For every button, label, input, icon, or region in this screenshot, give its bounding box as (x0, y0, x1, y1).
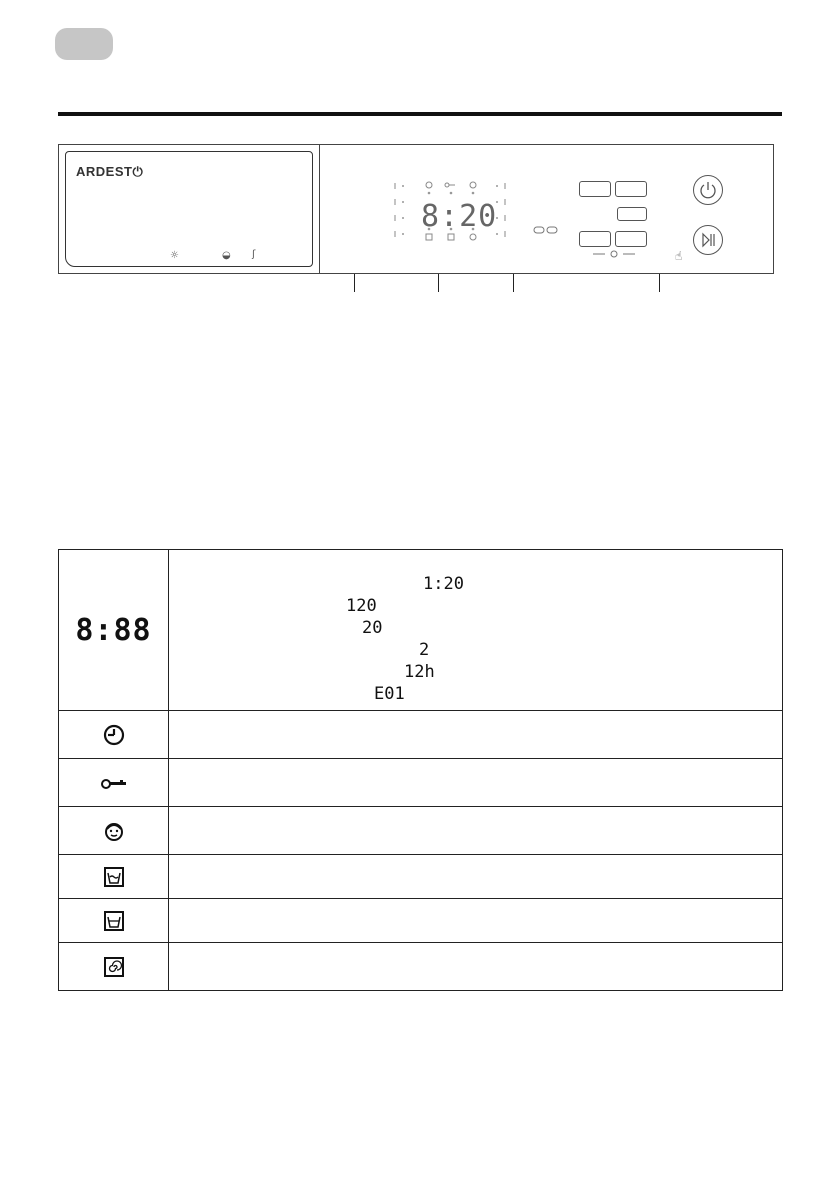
start-pause-button[interactable] (693, 225, 723, 255)
example-short: 20 (362, 618, 383, 638)
callout-line-4 (659, 274, 660, 292)
lock-icon-cell (59, 759, 169, 807)
key-lock-icon (100, 776, 128, 792)
combo-hint (591, 249, 637, 259)
example-minutes: 120 (346, 596, 377, 616)
brand-power-icon: ⏻ (132, 164, 144, 179)
legend-row-clock (59, 711, 783, 759)
indicator-pair (533, 225, 559, 235)
child-face-icon (102, 819, 126, 843)
rinse-desc-cell (169, 899, 783, 943)
play-pause-icon (694, 226, 722, 254)
legend-row-child (59, 807, 783, 855)
display-symbol: 8:88 (75, 612, 152, 648)
brand-logo (76, 164, 143, 180)
option-button-1[interactable] (579, 181, 611, 197)
option-button-4[interactable] (579, 231, 611, 247)
display-legend-table (58, 549, 783, 991)
legend-row-wash (59, 855, 783, 899)
softener-icon: ʃ (252, 249, 256, 260)
display-symbol-cell (59, 550, 169, 711)
wash-desc-cell (169, 855, 783, 899)
wash-tub-icon (103, 866, 125, 888)
power-button[interactable] (693, 175, 723, 205)
spin-desc-cell (169, 943, 783, 991)
rinse-tub-icon (103, 910, 125, 932)
callout-line-1 (354, 274, 355, 292)
option-button-3[interactable] (617, 207, 647, 221)
legend-row-display (59, 550, 783, 711)
legend-row-rinse (59, 899, 783, 943)
hand-press-icon: ☝ (675, 249, 683, 263)
lock-desc-cell (169, 759, 783, 807)
clock-icon (102, 723, 126, 747)
example-time: 1:20 (423, 574, 464, 594)
legend-row-spin (59, 943, 783, 991)
display-examples-cell (169, 550, 783, 711)
section-rule (58, 112, 782, 116)
detergent-drawer-lid (65, 151, 313, 267)
legend-row-lock (59, 759, 783, 807)
spin-icon-cell (59, 943, 169, 991)
page-number-tab (55, 28, 113, 60)
wash-icon-cell (59, 855, 169, 899)
power-icon (694, 176, 722, 204)
child-desc-cell (169, 807, 783, 855)
example-single: 2 (419, 640, 430, 660)
clock-icon-cell (59, 711, 169, 759)
example-error: E01 (374, 684, 405, 704)
clock-desc-cell (169, 711, 783, 759)
callout-line-2 (438, 274, 439, 292)
option-button-5[interactable] (615, 231, 647, 247)
callout-line-3 (513, 274, 514, 292)
panel-divider (319, 145, 320, 273)
brand-text: ARDEST (76, 164, 133, 179)
sun-icon: ☼ (170, 250, 179, 261)
rinse-icon-cell (59, 899, 169, 943)
spin-spiral-icon (103, 956, 125, 978)
lcd-readout: 8:20 (421, 199, 498, 234)
control-panel-illustration (58, 144, 774, 274)
option-button-2[interactable] (615, 181, 647, 197)
prewash-icon: ◒ (222, 250, 231, 261)
child-icon-cell (59, 807, 169, 855)
example-hours: 12h (404, 662, 435, 682)
